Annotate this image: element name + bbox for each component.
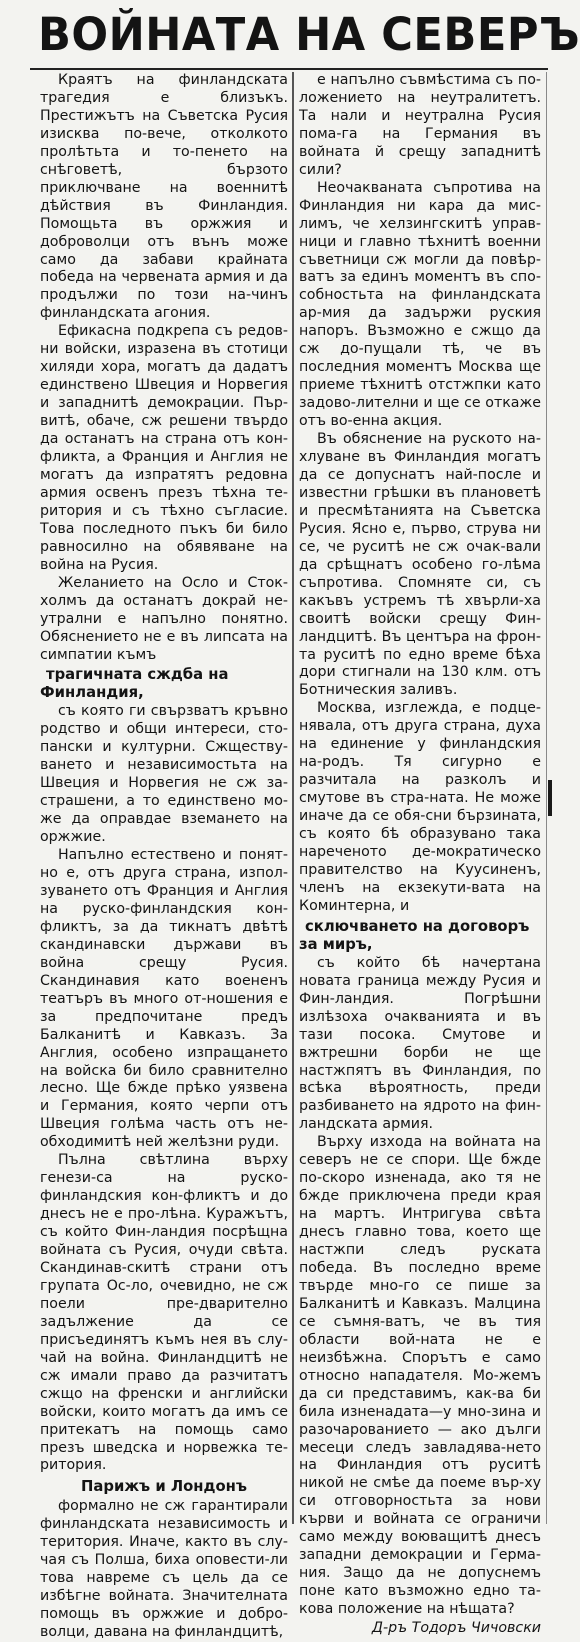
- page-edge-rule: [546, 72, 547, 1524]
- right-column: [299, 72, 541, 1637]
- paragraph: Краятъ на финландската трагедия е близъкъ. Престижътъ на Съветска Русия изисква по-вече, отколкото пролѣтьта и то-пенето на снѣговетѣ, бързото приключване на военнитѣ дѣйствия въ Финландия. Помощьта въ оржжия и доброволци отъ вънъ може само да забави крайната победа на червената армия и да продължи по този на-чинъ финландската агония.: [40, 72, 288, 322]
- subheading: Парижъ и Лондонъ: [81, 1478, 247, 1496]
- paragraph: Ефикасна подкрепа съ редов-ни войски, изразена въ стотици хиляди хора, могатъ да дадатъ единствено Швеция и Норвегия и западнитѣ демокрации. Пър-витѣ, обаче, сж решени твърдо да останатъ на страна отъ кон-фликта, а Франция и Англия не могатъ да изпратятъ редовна армия освенъ презъ тѣхна те-ритория и съ тѣхно съгласие. Това последното пъкъ би било равносилно на обявяване на война на Русия.: [40, 323, 288, 573]
- column-divider: [292, 72, 294, 1524]
- left-column: [40, 72, 288, 1641]
- adjacent-column-fragment: [548, 1100, 552, 1400]
- paragraph: формално не сж гарантирали финландската независимость и територия. Иначе, както въ слу-чая съ Полша, биха оповести-ли това навреме съ цель да се избѣгне войната. Значителната помощь въ оржжие и добро-волци, давана на финландцитѣ,: [40, 1498, 288, 1641]
- author-signature: Д-ръ Тодоръ Чичовски: [371, 1620, 541, 1637]
- subheading: сключването на договоръ за миръ,: [299, 917, 530, 953]
- paragraph: Въ обяснение на руското на-хлуване въ Финландия могатъ да се допуснатъ най-после и известни грѣшки въ плановетѣ и пресмѣтанията на Съветска Русия. Ясно е, първо, струва ни се, че руситѣ не сж очак-вали да срѣщнатъ особено го-лѣма съпротива. Спомняте си, съ какъвъ устремъ тѣ хвърли-ха своитѣ войски срещу Фин-ландцитѣ. Въ центъра на фрон-та руситѣ по едно време бѣха дори стигнали на 130 клм. отъ Ботническия заливъ.: [299, 431, 541, 699]
- paragraph: Москва, изглежда, е подце-нявала, отъ друга страна, духа на единение у финландския на-родъ. Тя сигурно е разчитала на разколъ и смутове въ стра-ната. Не може иначе да се обя-сни бързината, съ която бѣ образувано така нареченото де-мократическо правителство на Куусиненъ, членъ на екзекути-вата на Коминтерна, и: [299, 700, 541, 914]
- paragraph: Пълна свѣтлина върху генези-са на руско-финландския кон-фликтъ и до днесъ не е про-лѣна. Куражътъ, съ който Фин-ландия посрѣщна войната съ Русия, очуди свѣта. Скандинав-скитѣ страни отъ групата Ос-ло, очевидно, не сж поели пре-дварително задължение да се присъединятъ къмъ нея въ слу-чай на война. Финландцитѣ не сж имали право да разчитатъ сжщо на френски и английски войски, които могатъ да имъ се притекатъ на помощь само презъ шведска и норвежка те-ритория.: [40, 1152, 288, 1474]
- paragraph: Неочакваната съпротива на Финландия ни кара да мис-лимъ, че хелзингскитѣ управ-ници и главно тѣхнитѣ военни съветници сж могли да повѣр-ватъ за единъ моментъ въ спо-собностьта на финландската ар-мия да задържи руския напоръ. Възможно е сжщо да сж до-пущали тѣ, че въ последния моментъ Москва ще приеме тѣхнитѣ отстжпки като задово-лителни и ще се откаже отъ во-енна акция.: [299, 179, 541, 430]
- paragraph: е напълно съвмѣстима съ по-ложението на неутралитетъ. Та нали и неутрална Русия пома-га на Германия въ войната й срещу западнитѣ сили?: [299, 72, 541, 178]
- paragraph: Желанието на Осло и Сток-холмъ да останатъ докрай не-утрални е напълно понятно. Обяснението не е въ липсата на симпатии къмъ: [40, 574, 288, 663]
- subheading: трагичната сждба на Финландия,: [40, 666, 229, 702]
- paragraph: съ която ги свързватъ кръвно родство и общи интереси, сто-пански и културни. Сжществу-ването и независимостьта на Швеция и Норвегия не сж за-страшени, а то единствено мо-же да оправдае вземането на оржжие.: [40, 703, 288, 846]
- paragraph: Напълно естествено и понят-но е, отъ друга страна, изпол-зуването отъ Франция и Англия на руско-финландския кон-фликтъ, за да тикнатъ двѣтѣ скандинавски държави въ война срещу Русия. Скандинавия като воененъ театъръ въ много от-ношения е за предпочитане предъ Балканитѣ и Кавказъ. За Англия, особено изпращането на войска би било сравнително лесно. Ще бжде прѣко уязвена и Германия, която черпи отъ Швеция голѣма часть отъ не-обходимитѣ ней желѣзни руди.: [40, 847, 288, 1151]
- headline: ВОЙНАТА НА СЕВЕРЪ: [38, 8, 580, 61]
- headline-rule: [30, 68, 548, 70]
- paragraph: Върху изхода на войната на северъ не се спори. Ще бжде по-скоро изненада, ако тя не бжде приключена преди края на мартъ. Интригува свѣта днесъ главно това, което ще настжпи следъ руската победа. Въ последно време твърде мно-го се пише за Балканитѣ и Кавказъ. Малцина се съмня-ватъ, че въ тия области вой-ната не е неизбѣжна. Спорътъ е само относно нападателя. Мо-жемъ да си представимъ, как-ва би била изненадата—у мно-зина и разочарованието — ако дълги месеци следъ завладява-нето на Финландия отъ руситѣ никой не смѣе да поеме вър-ху си отговорностьта за нови кърви и войната се ограничи само между воюващитѣ днесъ западни демокрации и Герма-ния. Защо да не допуснемъ поне като възможно едно та-кова положение на нѣщата?: [299, 1134, 541, 1618]
- paragraph: съ който бѣ начертана новата граница между Русия и Фин-ландия. Погрѣшни излѣзоха очакванията и въ тази посока. Смутове и вжтрешни борби не ще настжпятъ въ Финландия, по всѣка вѣроятность, преди разбиването на ядрото на фин-ландската армия.: [299, 954, 541, 1133]
- adjacent-column-fragment: [548, 78, 552, 178]
- adjacent-block-fragment: [548, 780, 552, 816]
